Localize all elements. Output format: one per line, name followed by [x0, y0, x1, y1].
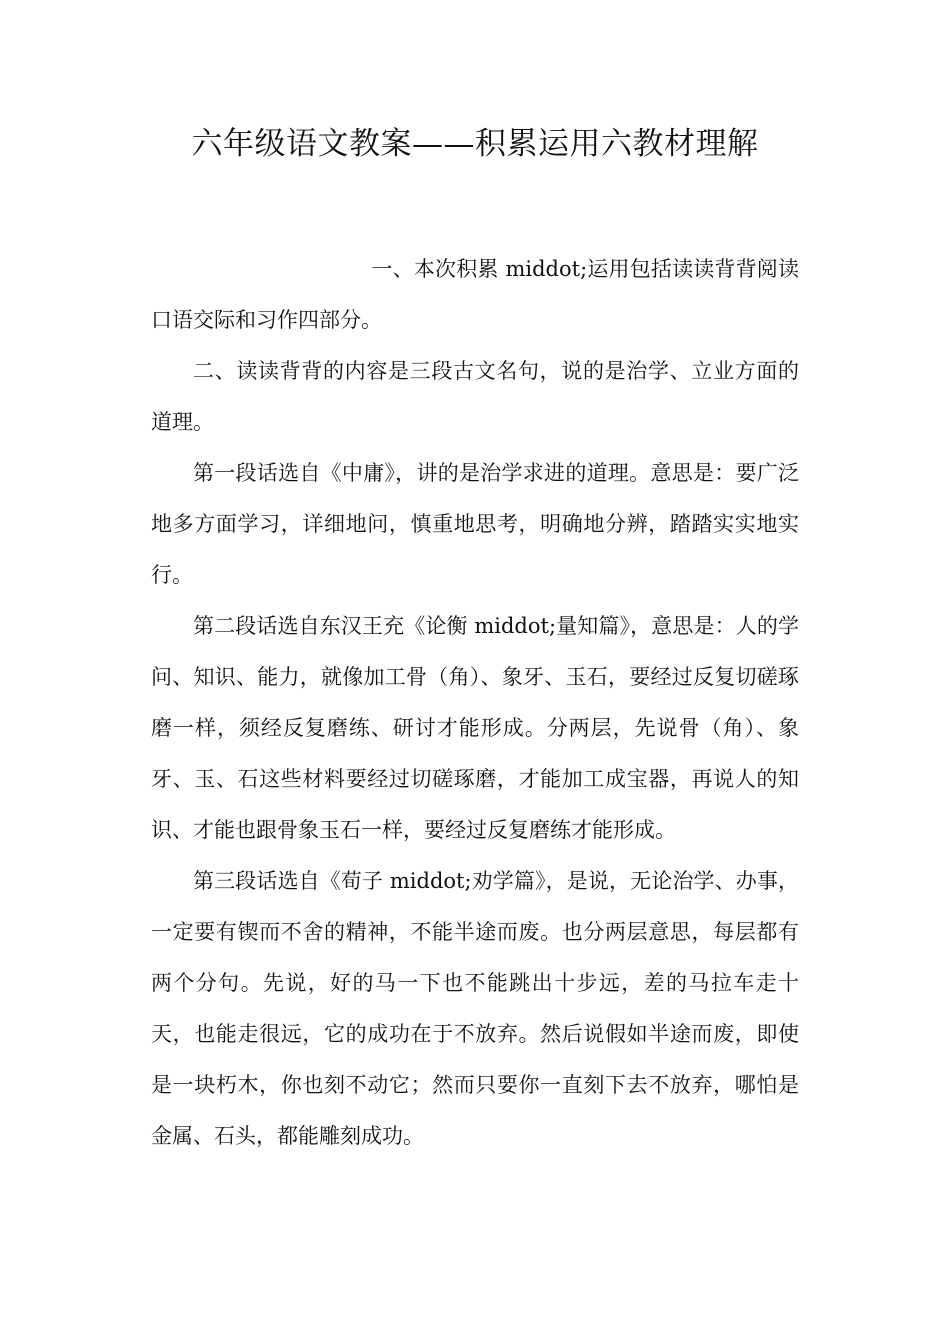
paragraph-4: 第二段话选自东汉王充《论衡 middot;量知篇》，意思是：人的学问、知识、能力，就像加工骨（角）、象牙、玉石，要经过反复切磋琢磨一样，须经反复磨练、研讨才能形成。分两层，先说骨（角）、象牙、玉、石这些材料要经过切磋琢磨，才能加工成宝器，再说人的知识、才能也跟骨象玉石一样，要经过反复磨练才能形成。	[151, 614, 799, 842]
paragraph-1: 一、本次积累 middot;运用包括读读背背阅读口语交际和习作四部分。	[151, 257, 799, 332]
paragraph-2: 二、读读背背的内容是三段古文名句，说的是治学、立业方面的道理。	[151, 359, 799, 434]
document-body	[151, 244, 799, 1162]
document-title: 六年级语文教案——积累运用六教材理解	[191, 126, 759, 162]
paragraph-5: 第三段话选自《荀子 middot;劝学篇》，是说，无论治学、办事，一定要有锲而不舍的精神，不能半途而废。也分两层意思，每层都有两个分句。先说，好的马一下也不能跳出十步远，差的马拉车走十天，也能走很远，它的成功在于不放弃。然后说假如半途而废，即使是一块朽木，你也刻不动它；然而只要你一直刻下去不放弃，哪怕是金属、石头，都能雕刻成功。	[151, 869, 799, 1148]
paragraph-3: 第一段话选自《中庸》，讲的是治学求进的道理。意思是：要广泛地多方面学习，详细地问，慎重地思考，明确地分辨，踏踏实实地实行。	[151, 461, 799, 587]
